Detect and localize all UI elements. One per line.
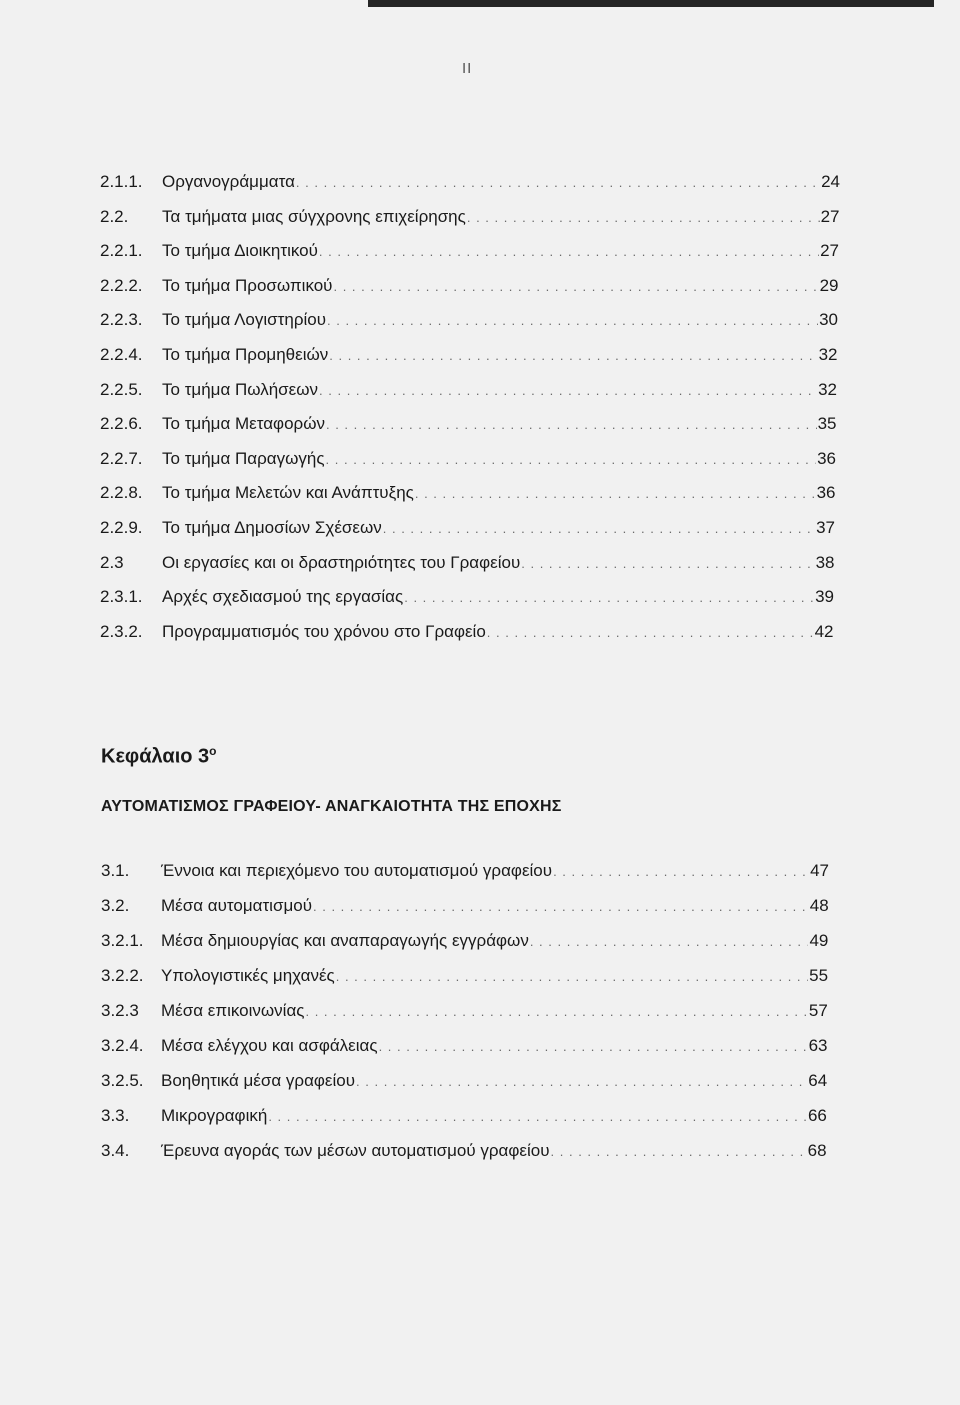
toc-entry xyxy=(100,482,836,505)
toc-entry-title: Βοηθητικά μέσα γραφείου xyxy=(161,1071,356,1091)
dot-leader xyxy=(467,207,820,229)
toc-entry-title: Το τμήμα Λογιστηρίου xyxy=(162,310,327,330)
toc-entry xyxy=(101,930,828,953)
toc-entry-number: 2.2. xyxy=(100,206,129,226)
toc-entry-number: 2.3.1. xyxy=(100,587,143,607)
toc-entry-title: Το τμήμα Μελετών και Ανάπτυξης xyxy=(162,483,414,503)
toc-entry-number: 2.1.1. xyxy=(100,172,143,191)
toc-entry-page-number: 36 xyxy=(817,448,836,468)
toc-entry-page-number: 64 xyxy=(808,1071,828,1091)
toc-entry-page-number: 68 xyxy=(807,1141,827,1161)
dot-leader xyxy=(553,861,809,883)
toc-entry-title: Οι εργασίες και οι δραστηριότητες του Γραφείου xyxy=(162,552,521,572)
toc-entry-page-number: 42 xyxy=(814,621,834,641)
dot-leader xyxy=(415,483,816,505)
toc-entry-title: Υπολογιστικές μηχανές xyxy=(161,966,335,986)
toc-entry-number: 3.4. xyxy=(101,1141,130,1161)
chapter-3-subtitle: ΑΥΤΟΜΑΤΙΣΜΟΣ ΓΡΑΦΕΙΟΥ- ΑΝΑΓΚΑΙΟΤΗΤΑ ΤΗΣ ΕΠΟΧΗΣ xyxy=(101,798,562,815)
toc-entry xyxy=(100,344,838,367)
toc-entry-number: 2.3 xyxy=(100,552,124,572)
toc-entry xyxy=(101,1000,828,1023)
toc-entry xyxy=(100,171,840,194)
toc-entry xyxy=(100,206,840,229)
toc-entry xyxy=(101,1105,827,1128)
toc-entry-number: 2.2.2. xyxy=(100,275,143,295)
toc-entry-page-number: 29 xyxy=(819,275,839,295)
toc-entry-title: Έρευνα αγοράς των μέσων αυτοματισμού γραφείου xyxy=(161,1141,550,1161)
toc-entry-title: Το τμήμα Διοικητικού xyxy=(162,241,318,261)
toc-entry-title: Το τμήμα Προμηθειών xyxy=(162,345,329,364)
toc-entry-page-number: 30 xyxy=(819,310,838,330)
toc-entry-page-number: 57 xyxy=(808,1001,828,1021)
toc-entry xyxy=(101,1140,827,1163)
toc-entry-page-number: 27 xyxy=(820,241,839,261)
toc-entry-title: Μέσα ελέγχου και ασφάλειας xyxy=(161,1036,378,1056)
toc-entry-title: Το τμήμα Παραγωγής xyxy=(162,448,325,468)
toc-entry-title: Το τμήμα Μεταφορών xyxy=(162,414,325,434)
toc-entry-title: Τα τμήματα μιας σύγχρονης επιχείρησης xyxy=(162,206,466,226)
toc-entry xyxy=(101,860,829,883)
dot-leader xyxy=(333,276,818,298)
dot-leader xyxy=(356,1071,807,1093)
dot-leader xyxy=(336,966,808,988)
chapter-3-heading-text: Κεφάλαιο 3 xyxy=(101,745,210,768)
toc-entry-number: 3.2.1. xyxy=(101,931,144,951)
dot-leader xyxy=(319,241,819,263)
dot-leader xyxy=(329,345,817,367)
toc-entry-number: 3.3. xyxy=(101,1106,130,1126)
toc-entry-title: Μέσα δημιουργίας και αναπαραγωγής εγγράφων xyxy=(161,931,529,951)
toc-entry xyxy=(100,275,839,298)
toc-entry xyxy=(101,1035,828,1058)
toc-entry-title: Μέσα επικοινωνίας xyxy=(161,1001,305,1021)
toc-entry-page-number: 48 xyxy=(809,896,829,916)
toc-entry-title: Μικρογραφική xyxy=(161,1106,268,1126)
toc-entry-page-number: 32 xyxy=(818,345,838,364)
toc-entry-page-number: 63 xyxy=(808,1036,828,1056)
toc-entry-number: 2.2.4. xyxy=(100,345,143,364)
dot-leader xyxy=(327,310,818,332)
toc-entry-number: 2.3.2. xyxy=(100,621,143,641)
dot-leader xyxy=(296,172,820,194)
dot-leader xyxy=(305,1001,807,1023)
toc-entry-page-number: 35 xyxy=(817,414,837,434)
dot-leader xyxy=(383,518,815,540)
toc-entry xyxy=(100,240,839,263)
toc-entry-page-number: 47 xyxy=(810,861,829,880)
dot-leader xyxy=(404,587,814,609)
toc-entry xyxy=(100,517,835,540)
toc-entry-title: Το τμήμα Πωλήσεων xyxy=(162,379,319,399)
dot-leader xyxy=(268,1106,807,1128)
toc-entry-page-number: 36 xyxy=(816,483,836,503)
dot-leader xyxy=(530,931,809,953)
toc-entry-page-number: 32 xyxy=(818,379,837,399)
dot-leader xyxy=(521,553,814,575)
toc-entry-title: Το τμήμα Δημοσίων Σχέσεων xyxy=(162,518,382,537)
toc-entry-title: Οργανογράμματα xyxy=(162,172,295,191)
toc-entry-page-number: 37 xyxy=(816,518,835,537)
toc-entry xyxy=(100,448,836,471)
toc-entry-title: Μέσα αυτοματισμού xyxy=(161,896,312,916)
toc-entry xyxy=(101,895,829,918)
toc-entry-number: 2.2.3. xyxy=(100,310,143,330)
toc-entry xyxy=(100,586,834,609)
toc-entry xyxy=(100,413,837,436)
toc-entry-page-number: 24 xyxy=(821,172,840,191)
toc-entry-number: 3.2.2. xyxy=(101,966,144,986)
chapter-3-heading xyxy=(101,744,217,769)
toc-entry-number: 3.2.3 xyxy=(101,1001,139,1021)
toc-entry-page-number: 27 xyxy=(820,206,840,226)
toc-entry-number: 2.2.8. xyxy=(100,483,143,503)
toc-entry xyxy=(101,1070,827,1093)
toc-entry-number: 3.1. xyxy=(101,861,130,880)
toc-entry-title: Αρχές σχεδιασμού της εργασίας xyxy=(162,587,404,607)
toc-entry-page-number: 39 xyxy=(815,587,834,607)
toc-entry-title: Το τμήμα Προσωπικού xyxy=(162,275,333,295)
toc-entry xyxy=(100,309,838,332)
toc-entry-number: 3.2.5. xyxy=(101,1071,144,1091)
dot-leader xyxy=(319,380,817,402)
toc-entry-number: 2.2.7. xyxy=(100,448,143,468)
toc-entry xyxy=(100,379,837,402)
toc-entry-page-number: 38 xyxy=(815,552,835,572)
toc-entry-number: 2.2.1. xyxy=(100,241,143,261)
toc-entry xyxy=(101,965,828,988)
toc-entry-page-number: 66 xyxy=(807,1106,827,1126)
toc-entry-page-number: 55 xyxy=(809,966,829,986)
dot-leader xyxy=(551,1141,807,1163)
toc-entry-title: Έννοια και περιεχόμενο του αυτοματισμού γραφείου xyxy=(161,861,553,880)
scan-edge-bar xyxy=(368,0,934,7)
dot-leader xyxy=(379,1036,808,1058)
toc-entry-number: 2.2.5. xyxy=(100,379,143,399)
dot-leader xyxy=(326,414,817,436)
toc-entry-page-number: 49 xyxy=(809,931,829,951)
toc-entry-number: 2.2.9. xyxy=(100,518,143,537)
dot-leader xyxy=(487,622,814,644)
dot-leader xyxy=(326,449,817,471)
toc-entry-number: 2.2.6. xyxy=(100,414,143,434)
chapter-3-heading-ordinal: ο xyxy=(209,744,217,758)
toc-entry-title: Προγραμματισμός του χρόνου στο Γραφείο xyxy=(162,621,486,641)
dot-leader xyxy=(313,896,809,918)
page-marker: II xyxy=(462,60,473,77)
toc-entry-number: 3.2.4. xyxy=(101,1036,144,1056)
toc-entry xyxy=(100,552,835,575)
toc-entry xyxy=(100,621,834,644)
toc-entry-number: 3.2. xyxy=(101,896,130,916)
